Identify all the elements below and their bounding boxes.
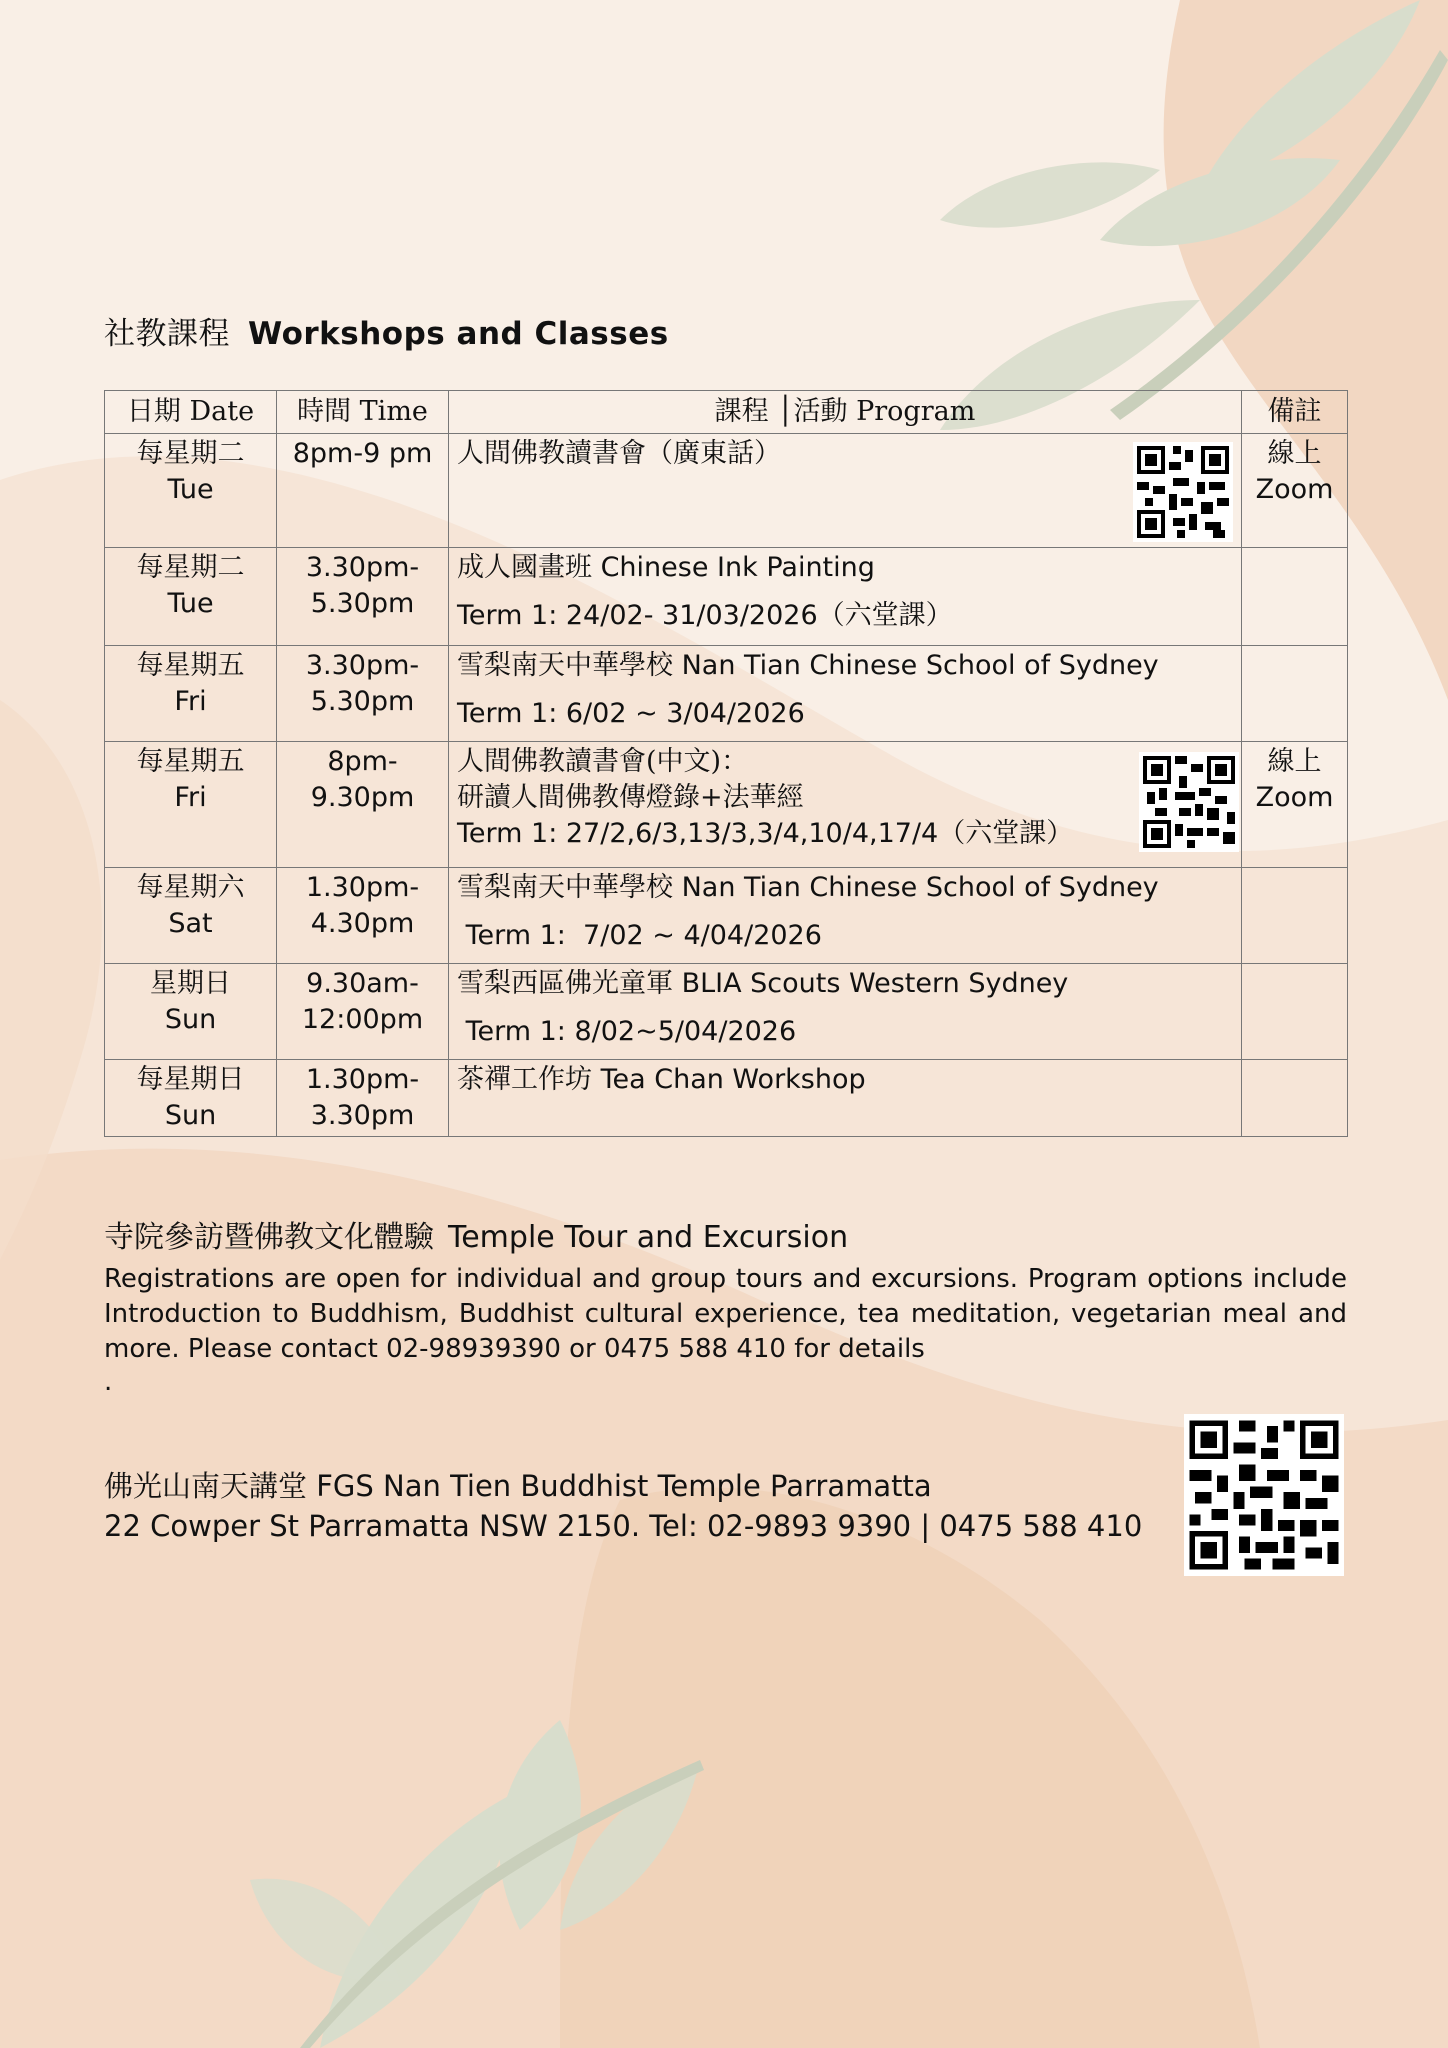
day-cn: 每星期二 (136, 552, 245, 583)
time-line: 3.30pm- (305, 552, 420, 583)
time-line: 9.30pm (310, 782, 415, 813)
time-line: 8pm-9 pm (292, 438, 433, 469)
program-cell (449, 1060, 1242, 1137)
time-line: 5.30pm (310, 686, 415, 717)
program-cell (449, 868, 1242, 964)
note-cell (1242, 646, 1348, 742)
note-line: Zoom (1255, 782, 1334, 813)
time-line: 3.30pm- (305, 650, 420, 681)
program-cell (449, 646, 1242, 742)
day-cn: 每星期五 (136, 746, 245, 777)
program-term: Term 1: 8/02~5/04/2026 (457, 1016, 797, 1047)
program-term: Term 1: 6/02 ~ 3/04/2026 (457, 698, 805, 729)
table-row (105, 868, 1348, 964)
temple-name-cn: 佛光山南天講堂 (104, 1469, 308, 1503)
program-cell (449, 434, 1242, 548)
qr-code-icon[interactable] (1133, 442, 1233, 542)
tour-title (104, 1212, 1347, 1256)
table-row (105, 434, 1348, 548)
date-cell (105, 646, 277, 742)
program-line: 人間佛教讀書會(中文)： (457, 746, 749, 777)
date-cell (105, 1060, 277, 1137)
note-cell (1242, 868, 1348, 964)
program-line: 研讀人間佛教傳燈錄+法華經 (457, 782, 804, 813)
time-line: 8pm- (327, 746, 398, 777)
day-cn: 每星期日 (136, 1064, 245, 1095)
header-time: 時間 Time (277, 391, 449, 434)
note-line: 線上 (1267, 746, 1322, 777)
program-cell (449, 742, 1242, 868)
program-line: 雪梨西區佛光童軍 BLIA Scouts Western Sydney (457, 968, 1069, 999)
note-line: Zoom (1255, 474, 1334, 505)
program-term: Term 1: 27/2,6/3,13/3,3/4,10/4,17/4（六堂課） (457, 818, 1074, 849)
tour-description: Registrations are open for individual and group tours and excursions. Program options include Introduction to Buddhism, Buddhist cultural experience, tea meditation, vegetarian meal and more. Please contact 02-98939390 or 0475 588 410 for details (104, 1264, 1347, 1364)
temple-name-en: FGS Nan Tien Buddhist Temple Parramatta (316, 1469, 932, 1503)
table-row (105, 1060, 1348, 1137)
time-cell (277, 742, 449, 868)
date-cell (105, 434, 277, 548)
day-en: Fri (174, 782, 207, 813)
time-cell (277, 548, 449, 646)
table-row (105, 964, 1348, 1060)
temple-tour-section (104, 1212, 1347, 1397)
program-term: Term 1: 24/02- 31/03/2026（六堂課） (457, 600, 953, 631)
day-en: Fri (174, 686, 207, 717)
program-line: 成人國畫班 Chinese Ink Painting (457, 552, 875, 583)
header-program: 課程 │活動 Program (449, 391, 1242, 434)
table-row (105, 646, 1348, 742)
date-cell (105, 742, 277, 868)
program-line: 雪梨南天中華學校 Nan Tian Chinese School of Sydney (457, 650, 1159, 681)
note-line: 線上 (1267, 438, 1322, 469)
time-cell (277, 868, 449, 964)
program-line: 雪梨南天中華學校 Nan Tian Chinese School of Sydney (457, 872, 1159, 903)
time-line: 3.30pm (310, 1100, 415, 1131)
time-cell (277, 646, 449, 742)
table-row (105, 742, 1348, 868)
schedule-table (104, 390, 1348, 1137)
program-term: Term 1: 7/02 ~ 4/04/2026 (457, 920, 822, 951)
date-cell (105, 964, 277, 1060)
time-line: 1.30pm- (305, 872, 420, 903)
table-row (105, 548, 1348, 646)
note-cell (1242, 434, 1348, 548)
time-line: 1.30pm- (305, 1064, 420, 1095)
header-note: 備註 (1242, 391, 1348, 434)
day-en: Sun (164, 1004, 217, 1035)
table-header-row (105, 391, 1348, 434)
time-line: 4.30pm (310, 908, 415, 939)
day-cn: 星期日 (150, 968, 231, 999)
note-cell (1242, 1060, 1348, 1137)
tour-dot: . (104, 1367, 113, 1397)
time-line: 5.30pm (310, 588, 415, 619)
date-cell (105, 868, 277, 964)
day-en: Tue (167, 474, 214, 505)
qr-code-icon[interactable] (1139, 752, 1239, 852)
date-cell (105, 548, 277, 646)
note-cell (1242, 742, 1348, 868)
header-date: 日期 Date (105, 391, 277, 434)
temple-name (104, 1466, 1142, 1506)
day-en: Sun (164, 1100, 217, 1131)
time-cell (277, 1060, 449, 1137)
day-en: Tue (167, 588, 214, 619)
program-cell (449, 964, 1242, 1060)
tour-title-cn: 寺院參訪暨佛教文化體驗 (104, 1220, 434, 1255)
program-cell (449, 548, 1242, 646)
time-line: 9.30am- (306, 968, 419, 999)
footer-contact (104, 1466, 1142, 1546)
qr-code-icon[interactable] (1184, 1414, 1344, 1576)
note-cell (1242, 548, 1348, 646)
day-cn: 每星期六 (136, 872, 245, 903)
program-line: 人間佛教讀書會（廣東話） (457, 438, 781, 469)
section-title-en: Workshops and Classes (248, 316, 669, 352)
tour-title-en: Temple Tour and Excursion (448, 1220, 849, 1255)
day-cn: 每星期二 (136, 438, 245, 469)
note-cell (1242, 964, 1348, 1060)
day-en: Sat (168, 908, 213, 939)
day-cn: 每星期五 (136, 650, 245, 681)
section-title-cn: 社教課程 (104, 316, 230, 352)
temple-address: 22 Cowper St Parramatta NSW 2150. Tel: 02-9893 9390 | 0475 588 410 (104, 1509, 1143, 1543)
time-cell (277, 434, 449, 548)
time-line: 12:00pm (301, 1004, 424, 1035)
program-line: 茶禪工作坊 Tea Chan Workshop (457, 1064, 866, 1095)
time-cell (277, 964, 449, 1060)
section-title (104, 308, 669, 353)
